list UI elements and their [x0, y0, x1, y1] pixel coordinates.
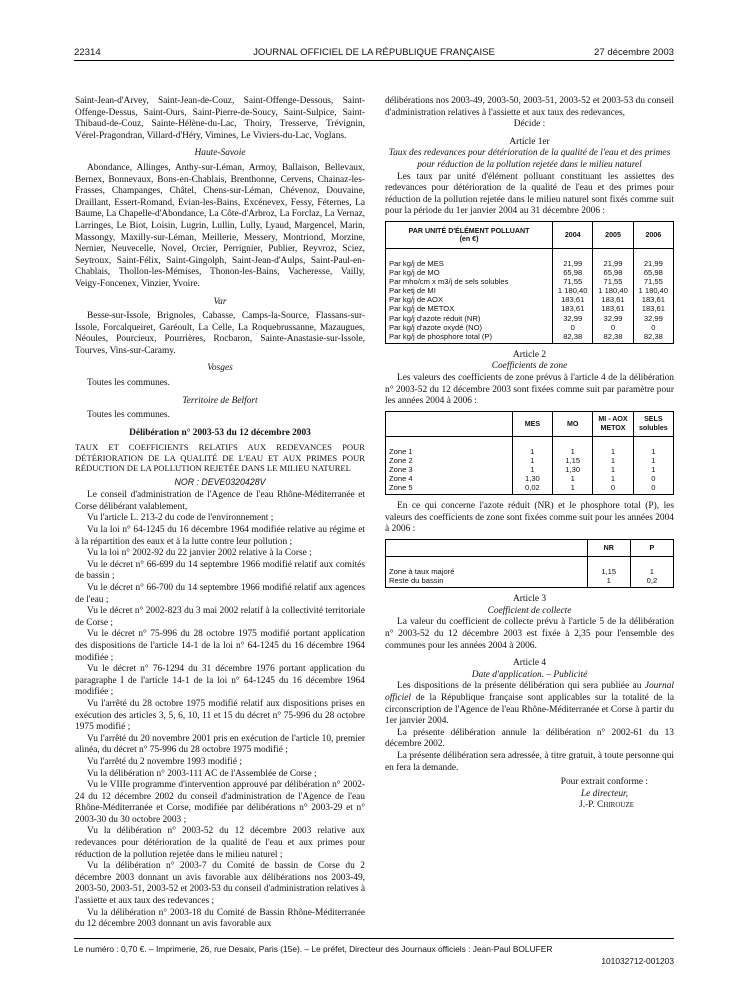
article-3-subtitle: Coefficient de collecte	[487, 605, 572, 616]
table-cell: 1 180,40	[598, 286, 628, 296]
table-cell: 1	[570, 474, 575, 484]
table-cell: 1	[530, 446, 535, 456]
table-column-cell	[593, 436, 633, 494]
table-column-cell	[630, 557, 673, 588]
table-cell: 183,61	[561, 304, 585, 314]
right-column	[385, 96, 674, 812]
table-cell: 1	[606, 576, 611, 586]
art4-p1-part-a: Les dispositions de la présente délibération qui sera publiée au	[397, 681, 645, 692]
table-cell: 32,99	[563, 313, 583, 323]
table-header-cell	[386, 540, 588, 557]
table-cell: 71,55	[643, 277, 663, 287]
signature-line-2: Le directeur,	[580, 788, 628, 799]
table-header-cell	[386, 411, 513, 436]
article-2-title: Article 2	[512, 349, 547, 360]
table-cell: 183,61	[641, 295, 665, 305]
table-cell: Par kg/j de MES	[389, 258, 444, 268]
article-2-text-2: En ce qui concerne l'azote réduit (NR) et le phosphore total (P), les valeurs des coefficients de zone sont fixées comme suit pour les années 2004 à 2006 :	[385, 501, 674, 535]
table-cell: 1	[530, 464, 535, 474]
table-cell: 82,38	[563, 331, 583, 341]
table-cell: 0,2	[646, 576, 658, 586]
issue-date: 27 décembre 2003	[593, 47, 674, 58]
table-cell: Par ketj de MI	[389, 286, 436, 296]
table-column-cell	[633, 436, 673, 494]
visa-paragraph: Vu la délibération n° 2003-52 du 12 décembre 2003 relative aux redevances pour détérioration de la qualité de l'eau et aux primes pour réduction de la pollution rejetée dans le milieu naturel ;	[75, 826, 365, 860]
table-header-cell: NR	[587, 540, 630, 557]
table-cell: 183,61	[561, 295, 585, 305]
table-cell: 65,98	[643, 268, 663, 278]
deliberation-title: Délibération n° 2003-53 du 12 décembre 2003	[129, 427, 311, 438]
visa-paragraph: Vu le décret n° 75-996 du 28 octobre 1975 modifié portant application des dispositions de l'article 14-1 de la loi n° 64-1245 du 16 décembre 1964 modifiée ;	[75, 629, 365, 663]
article-1-subtitle: Taux des redevances pour détérioration de la qualité de l'eau et des primes pour réduction de la pollution rejetée dans le milieu naturel	[388, 148, 671, 170]
table-cell: Par mho/cm x m3/j de sels solubles	[389, 277, 509, 287]
header-rule	[74, 60, 674, 61]
var-heading: Var	[213, 296, 227, 307]
visa-paragraph: Vu la loi n° 2002-92 du 22 janvier 2002 relative à la Corse ;	[87, 548, 312, 559]
art4-p1-part-b: de la République française sont applicables sur la totalité de la circonscription de l'Agence de l'eau Rhône-Méditerranée et Corse à partir du 1er janvier 2004.	[385, 692, 674, 727]
table-cell: 1,15	[601, 567, 617, 576]
visa-paragraph: Vu l'article L. 213-2 du code de l'environnement ;	[87, 513, 274, 524]
table-cell: 1	[651, 455, 656, 465]
table-cell: Zone 5	[389, 483, 413, 493]
belfort-heading: Territoire de Belfort	[182, 395, 258, 406]
haute-savoie-communes: Abondance, Allinges, Anthy-sur-Léman, Armoy, Ballaison, Bellevaux, Bernex, Bonnevaux, Bons-en-Chablais, Brenthonne, Cervens, Chainaz-les-Frasses, Champanges, Châtel, Chens-sur-Léman, Chévenoz, Douvaine, Draillant, Essert-Romand, Evian-les-Bains, Excénevex, Fessy, Féternes, La Baume, La Chapelle-d'Abondance, La Côte-d'Arbroz, La Forclaz, La Vernaz, Larringes, Le Biot, Loisin, Lugrin, Lullin, Lully, Lyaud, Margencel, Marin, Massongy, Maxilly-sur-Léman, Meillerie, Messery, Montriond, Morzine, Nernier, Neuvecelle, Novel, Orcier, Perrignier, Publier, Reyvroz, Sciez, Seytroux, Saint-Félix, Saint-Gingolph, Saint-Jean-d'Aulps, Saint-Paul-en-Chablais, Thollon-les-Mémises, Thonon-les-Bains, Vacheresse, Vailly, Veigy-Foncenex, Vinzier, Yvoire.	[75, 162, 365, 289]
table-header-cell: SELS solubles	[633, 411, 673, 436]
article-4-paragraph-2: La présente délibération annule la délibération n° 2002-61 du 13 décembre 2002.	[385, 727, 674, 750]
visa-paragraph: Vu la délibération n° 2003-7 du Comité de bassin de Corse du 2 décembre 2003 donnant un avis favorable aux délibérations nos 2003-49, 2003-50, 2003-51, 2003-52 et 2003-53 du conseil d'administration relatives à l'assiette et aux taux des redevances ;	[75, 861, 365, 907]
table-cell: 1	[570, 483, 575, 493]
table-cell: 71,55	[603, 277, 623, 287]
visa-paragraph: Vu le décret n° 66-700 du 14 septembre 1966 modifié relatif aux agences de l'eau ;	[75, 583, 365, 605]
article-2-text: Les valeurs des coefficients de zone prévus à l'article 4 de la délibération n° 2003-52 du 12 décembre 2003 sont fixées comme suit par paramètre pour les années 2004 à 2006 :	[385, 372, 674, 407]
deliberation-subtitle: TAUX ET COEFFICIENTS RELATIFS AUX REDEVANCES POUR DÉTÉRIORATION DE LA QUALITÉ DE L'EAU ET AUX PRIMES POUR RÉDUCTION DE LA POLLUTION REJETÉE DANS LE MILIEU NATUREL	[75, 442, 365, 474]
visa-paragraph: Vu la délibération n° 2003-18 du Comité de Bassin Rhône-Méditerranée du 12 décembre 2003 donnant un avis favorable aux	[75, 907, 365, 930]
table-cell: Zone 3	[389, 464, 413, 474]
article-3-title: Article 3	[512, 594, 547, 605]
table-row	[386, 248, 674, 343]
table-cell: Par kg/j de AOX	[389, 295, 444, 305]
table-column-cell	[386, 248, 553, 343]
visa-paragraph: Vu l'arrêté du 28 octobre 1975 modifié relatif aux dispositions prises en exécution des articles 3, 5, 6, 10, 11 et 15 du décret n° 75-996 du 28 octobre 1975 modifié ;	[75, 698, 365, 733]
table-cell: 0	[610, 483, 616, 493]
vosges-heading: Vosges	[207, 363, 233, 374]
table-cell: 1,30	[524, 474, 540, 484]
table-cell: 1	[610, 464, 616, 474]
table-column-cell	[587, 557, 630, 588]
table-cell: 0	[651, 474, 656, 484]
visa-paragraph: Vu la loi n° 64-1245 du 16 décembre 1964 modifiée relative au régime et à la répartition des eaux et à la lutte contre leur pollution ;	[75, 525, 365, 547]
left-column	[75, 96, 365, 931]
table-cell: 65,98	[603, 268, 623, 278]
rates-table	[385, 221, 674, 344]
journal-title: JOURNAL OFFICIEL DE LA RÉPUBLIQUE FRANÇAISE	[253, 47, 495, 58]
haute-savoie-heading: Haute-Savoie	[194, 148, 246, 159]
table-cell: Zone 2	[389, 455, 413, 465]
table-column-cell	[553, 248, 593, 343]
table-header-cell: 2006	[633, 221, 673, 248]
table-cell: 32,99	[603, 313, 623, 323]
visa-paragraph: Vu la délibération n° 2003-111 AC de l'Assemblée de Corse ;	[87, 768, 317, 779]
page-number: 22314	[74, 47, 101, 58]
zone-coefficients-table	[385, 411, 674, 495]
visa-paragraph: Vu l'arrêté du 2 novembre 1993 modifié ;	[87, 756, 242, 767]
table-cell: Reste du bassin	[389, 576, 444, 586]
article-4-paragraph-1	[385, 681, 674, 727]
table-cell: 0	[651, 322, 656, 332]
table-header-cell: 2005	[593, 221, 633, 248]
signature-line-1: Pour extrait conforme :	[560, 777, 648, 788]
article-2-subtitle: Coefficients de zone	[491, 361, 568, 372]
footer-code: 101032712-001203	[601, 956, 674, 966]
visa-paragraph: Vu l'arrêté du 20 novembre 2001 pris en exécution de l'article 10, premier alinéa, du décret n° 75-996 du 28 octobre 1975 modifié ;	[75, 733, 365, 756]
table-cell: 32,99	[643, 313, 663, 323]
table-cell: 1,30	[565, 464, 581, 474]
visa-list	[75, 490, 365, 931]
table-cell: 1 180,40	[557, 286, 588, 296]
table-cell: 1	[651, 446, 656, 456]
footer-rule	[74, 938, 674, 939]
table-cell: Zone à taux majoré	[389, 567, 455, 576]
table-cell: Par kg/j d'azote oxydé (NO)	[389, 322, 483, 332]
table-cell: 1	[610, 446, 616, 456]
table-cell: 183,61	[601, 304, 625, 314]
table-column-cell	[633, 248, 673, 343]
table-cell: 1	[530, 455, 535, 465]
table-cell: 21,99	[643, 258, 663, 268]
table-header-cell: 2004	[553, 221, 593, 248]
table-cell: 21,99	[603, 258, 623, 268]
visa-paragraph: Le conseil d'administration de l'Agence de l'eau Rhône-Méditerranée et Corse délibérant valablement,	[75, 490, 365, 512]
table-cell: 1,15	[565, 455, 581, 465]
table-cell: 1 180,40	[638, 286, 669, 296]
table-cell: Par kg/j de MO	[389, 268, 440, 278]
continuation-paragraph: délibérations nos 2003-49, 2003-50, 2003-51, 2003-52 et 2003-53 du conseil d'administration relatives à l'assiette et aux taux des redevances,	[385, 96, 674, 118]
table-header-cell: PAR UNITÉ D'ÉLÉMENT POLLUANT (en €)	[386, 221, 553, 248]
footer-imprint: Le numéro : 0,70 €. – Imprimerie, 26, rue Desaix, Paris (15e). – Le préfet, Directeur des Journaux officiels : Jean-Paul BOLUFER	[74, 944, 553, 954]
article-1-text: Les taux par unité d'élément polluant constituant les assiettes des redevances pour détérioration de la qualité de l'eau et des primes pour réduction de la pollution rejetée dans le milieu naturel sont fixés comme suit pour la période du 1er janvier 2004 au 31 décembre 2006 :	[385, 171, 674, 217]
page-header	[74, 47, 674, 59]
table-column-cell	[512, 436, 552, 494]
table-cell: 71,55	[563, 277, 583, 287]
table-cell: Zone 4	[389, 474, 413, 484]
table-cell: 82,38	[603, 331, 623, 341]
table-cell: 1	[570, 446, 575, 456]
article-1-title: Article 1er	[509, 136, 550, 147]
table-cell: 0	[610, 322, 616, 332]
table-cell: 1	[610, 455, 616, 465]
decide-label: Décide :	[513, 119, 546, 130]
table-row	[386, 436, 674, 494]
journal-officiel-italic: Journal officiel	[385, 681, 674, 703]
table-cell: 0	[570, 322, 575, 332]
table-header-cell: MI - AOX METOX	[593, 411, 633, 436]
table-cell: Zone 1	[389, 446, 413, 456]
table-column-cell	[553, 436, 593, 494]
var-communes: Besse-sur-Issole, Brignoles, Cabasse, Camps-la-Source, Flassans-sur-Issole, Forcalqueiret, Garéoult, La Celle, La Roquebrussanne, Mazaugues, Néoules, Pourcieux, Pourrières, Rocbaron, Sainte-Anastasie-sur-Issole, Tourves, Vins-sur-Caramy.	[75, 311, 365, 356]
table-header-cell: MO	[553, 411, 593, 436]
table-row	[386, 557, 674, 588]
table-cell: 21,99	[563, 258, 583, 268]
nr-p-coefficients-table	[385, 539, 674, 588]
nor-reference: NOR : DEVE0320428V	[174, 476, 266, 487]
table-cell: Par kg/j de phosphore total (P)	[389, 331, 492, 341]
table-cell: 0,02	[524, 483, 540, 493]
table-cell: 1	[651, 464, 656, 474]
visa-paragraph: Vu le décret n° 66-699 du 14 septembre 1966 modifié relatif aux comités de bassin ;	[75, 559, 365, 582]
article-4-paragraph-3: La présente délibération sera adressée, à titre gratuit, à toute personne qui en fera la demande.	[385, 750, 674, 773]
table-column-cell	[593, 248, 633, 343]
belfort-communes: Toutes les communes.	[87, 410, 170, 421]
table-cell: 183,61	[601, 295, 625, 305]
signature-name: J.-P. Chirouze	[579, 800, 634, 811]
table-cell: 0	[651, 483, 656, 493]
table-column-cell	[386, 557, 588, 588]
visa-paragraph: Vu le VIIIe programme d'intervention approuvé par délibération n° 2002-24 du 12 décembre 2002 du conseil d'administration de l'Agence de l'eau Rhône-Méditerranée et Corse, modifiée par délibérations n° 2003-29 et n° 2003-30 du 30 octobre 2003 ;	[75, 780, 365, 825]
table-column-cell	[386, 436, 513, 494]
table-header-cell: MES	[512, 411, 552, 436]
table-header-cell: P	[630, 540, 673, 557]
article-3-text: La valeur du coefficient de collecte prévu à l'article 5 de la délibération n° 2003-52 du 12 décembre 2003 est fixée à 2,35 pour l'ensemble des communes pour les années 2004 à 2006.	[385, 617, 674, 651]
vosges-communes: Toutes les communes.	[87, 378, 170, 389]
table-cell: 183,61	[641, 304, 665, 314]
visa-paragraph: Vu le décret n° 2002-823 du 3 mai 2002 relatif à la collectivité territoriale de Corse ;	[75, 606, 365, 628]
visa-paragraph: Vu le décret n° 76-1294 du 31 décembre 1976 portant application du paragraphe I de l'article 14-1 de la loi n° 64-1245 du 16 décembre 1964 modifiée ;	[75, 664, 365, 698]
article-4-title: Article 4	[512, 658, 547, 669]
table-cell: 1	[649, 567, 655, 576]
opening-paragraph: Saint-Jean-d'Arvey, Saint-Jean-de-Couz, Saint-Offenge-Dessous, Saint-Offenge-Dessus, Saint-Ours, Saint-Pierre-de-Soucy, Saint-Sulpice, Saint-Thibaud-de-Couz, Sainte-Hélène-du-Lac, Thoiry, Tresserve, Trévignin, Vérel-Pragondran, Villard-d'Héry, Vimines, Le Viviers-du-Lac, Voglans.	[75, 96, 365, 141]
table-cell: Par kg/j de METOX	[389, 304, 455, 314]
table-cell: Par kg/j d'azote réduit (NR)	[389, 313, 481, 323]
table-cell: 65,98	[563, 268, 583, 278]
table-cell: 1	[610, 474, 616, 484]
article-4-subtitle: Date d'application. – Publicité	[471, 669, 588, 680]
table-cell: 82,38	[643, 331, 663, 341]
